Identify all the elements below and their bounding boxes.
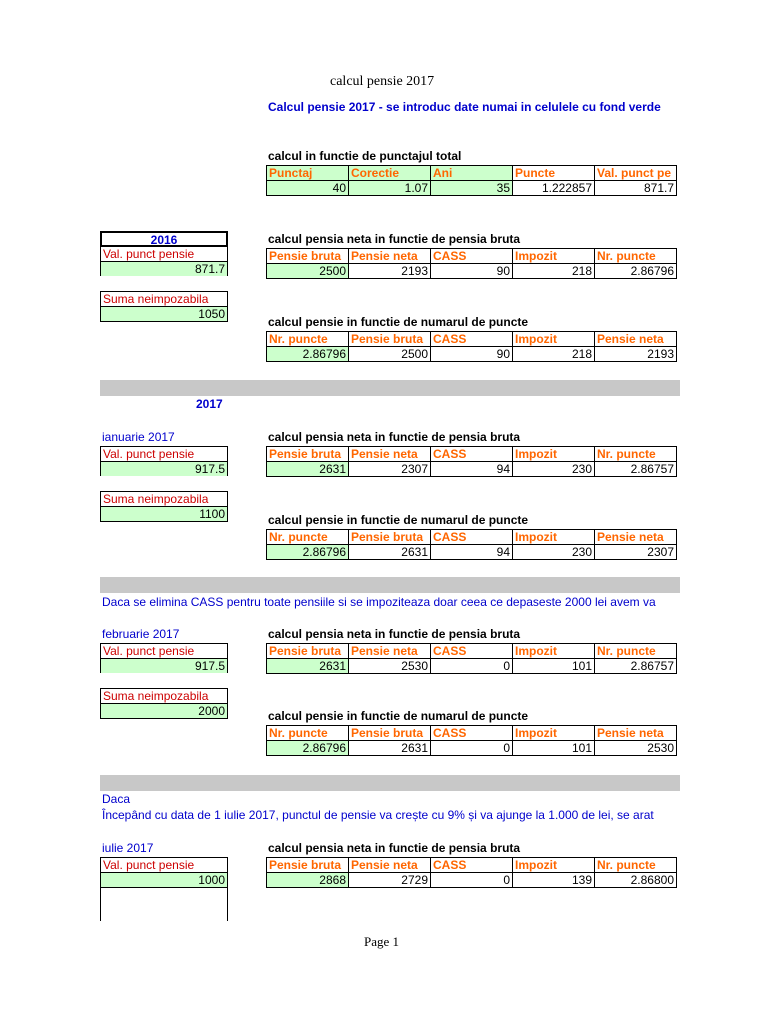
value-cell: 94 [430,461,513,477]
page-footer: Page 1 [364,934,400,949]
header-cell: Nr. puncte [266,331,349,347]
header-cell: Impozit [512,446,595,462]
value-cell: 0 [430,658,513,674]
header-cell: Punctaj [266,165,349,181]
box-februarie [100,643,228,718]
intro-bold: Calcul pensie 2017 [268,100,376,114]
header-cell: Pensie neta [348,248,431,264]
label-suma-neimpozabila: Suma neimpozabila [100,491,228,507]
label-val-punct: Val. punct pensie [100,857,228,873]
value-cell: 0 [430,740,513,756]
value-cell[interactable]: 40 [266,180,349,196]
value-cell: 2631 [348,740,431,756]
header-cell: Impozit [512,857,595,873]
header-cell: Nr. puncte [594,248,677,264]
header-cell: Puncte [512,165,595,181]
month-februarie: februarie 2017 [102,627,180,641]
puncte-title-februarie: calcul pensie in functie de numarul de puncte [268,709,529,723]
value-cell: 101 [512,658,595,674]
header-cell: Pensie neta [348,857,431,873]
header-cell: Pensie bruta [348,725,431,741]
note-daca: Daca [102,792,131,806]
header-cell: Pensie bruta [266,643,349,659]
suma-neimpozabila-input[interactable]: 1050 [100,306,228,322]
header-cell: Nr. puncte [594,446,677,462]
val-punct-input[interactable]: 871.7 [100,261,228,277]
header-cell: Ani [430,165,513,181]
value-cell: 139 [512,872,595,888]
header-cell: CASS [430,331,513,347]
year-2017-label: 2017 [196,397,223,411]
punctaj-title: calcul in functie de punctajul total [268,149,462,163]
brut-title-ianuarie: calcul pensia neta in functie de pensia bruta [268,430,521,444]
header-cell: Pensie neta [594,529,677,545]
puncte-table-ianuarie [266,529,676,559]
month-iulie: iulie 2017 [102,841,154,855]
value-cell[interactable]: 2500 [266,263,349,279]
puncte-table-februarie [266,725,676,755]
box-2016 [100,231,228,321]
value-cell: 1.222857 [512,180,595,196]
header-cell: Impozit [512,248,595,264]
header-cell: Impozit [512,331,595,347]
spacer [100,276,228,292]
value-cell[interactable]: 2.86796 [266,544,349,560]
header-cell: Nr. puncte [594,643,677,659]
intro-rest: - se introduc date numai in celulele cu fond verde [375,100,661,114]
value-cell: 2729 [348,872,431,888]
month-ianuarie: ianuarie 2017 [102,430,175,444]
brut-table-iulie [266,857,676,887]
value-cell: 2307 [348,461,431,477]
puncte-table-2016 [266,331,676,361]
value-cell[interactable]: 2.86796 [266,346,349,362]
intro-line [268,100,661,114]
spacer [100,673,228,689]
val-punct-input[interactable]: 1000 [100,872,228,888]
header-cell: Val. punct pe [594,165,677,181]
box-ianuarie [100,446,228,521]
label-val-punct: Val. punct pensie [100,446,228,462]
spacer [100,476,228,492]
header-cell: Corectie [348,165,431,181]
separator-bar [100,577,680,593]
value-cell: 2.86757 [594,461,677,477]
header-cell: Impozit [512,725,595,741]
header-cell: Pensie neta [594,725,677,741]
value-cell: 2.86796 [594,263,677,279]
header-cell: Pensie bruta [348,529,431,545]
value-cell: 2.86800 [594,872,677,888]
value-cell: 871.7 [594,180,677,196]
val-punct-input[interactable]: 917.5 [100,461,228,477]
value-cell: 230 [512,461,595,477]
header-cell: Pensie bruta [266,446,349,462]
value-cell: 2.86757 [594,658,677,674]
label-val-punct: Val. punct pensie [100,246,228,262]
header-cell: Pensie bruta [266,248,349,264]
separator-bar [100,380,680,396]
header-cell: Pensie bruta [266,857,349,873]
value-cell[interactable]: 2868 [266,872,349,888]
header-cell: CASS [430,643,513,659]
value-cell: 2193 [594,346,677,362]
puncte-title-ianuarie: calcul pensie in functie de numarul de puncte [268,513,529,527]
header-cell: CASS [430,725,513,741]
punctaj-table [266,165,676,195]
header-cell: CASS [430,529,513,545]
brut-title-februarie: calcul pensia neta in functie de pensia bruta [268,627,521,641]
note-iulie: Începând cu data de 1 iulie 2017, punctul de pensie va crește cu 9% și va ajunge la 1.000 de lei, se arat [102,808,654,822]
header-cell: Pensie neta [348,643,431,659]
value-cell: 2500 [348,346,431,362]
suma-neimpozabila-input[interactable]: 2000 [100,703,228,719]
header-cell: CASS [430,248,513,264]
year-2016-label: 2016 [100,231,228,247]
header-cell: Nr. puncte [266,529,349,545]
header-cell: CASS [430,446,513,462]
value-cell: 90 [430,263,513,279]
value-cell: 2530 [594,740,677,756]
suma-neimpozabila-input[interactable]: 1100 [100,506,228,522]
box-iulie [100,857,228,920]
value-cell: 94 [430,544,513,560]
brut-table-februarie [266,643,676,673]
brut-table-ianuarie [266,446,676,476]
note-cass: Daca se elimina CASS pentru toate pensiile si se impoziteaza doar ceea ce depaseste 2000 lei avem va [102,595,656,609]
value-cell: 2307 [594,544,677,560]
value-cell[interactable]: 2.86796 [266,740,349,756]
value-cell: 90 [430,346,513,362]
brut-title-2016: calcul pensia neta in functie de pensia bruta [268,232,521,246]
header-cell: Impozit [512,529,595,545]
value-cell[interactable]: 2631 [266,461,349,477]
header-cell: Pensie neta [594,331,677,347]
header-cell: Pensie bruta [348,331,431,347]
label-suma-neimpozabila: Suma neimpozabila [100,291,228,307]
spacer [100,887,228,921]
value-cell[interactable]: 35 [430,180,513,196]
value-cell: 2530 [348,658,431,674]
value-cell: 218 [512,263,595,279]
label-val-punct: Val. punct pensie [100,643,228,659]
brut-title-iulie: calcul pensia neta in functie de pensia bruta [268,841,521,855]
header-cell: Nr. puncte [266,725,349,741]
value-cell: 101 [512,740,595,756]
header-cell: Pensie neta [348,446,431,462]
value-cell: 218 [512,346,595,362]
brut-table-2016 [266,248,676,278]
value-cell: 0 [430,872,513,888]
header-cell: Impozit [512,643,595,659]
header-cell: CASS [430,857,513,873]
value-cell[interactable]: 1.07 [348,180,431,196]
value-cell: 2193 [348,263,431,279]
val-punct-input[interactable]: 917.5 [100,658,228,674]
value-cell[interactable]: 2631 [266,658,349,674]
header-cell: Nr. puncte [594,857,677,873]
label-suma-neimpozabila: Suma neimpozabila [100,688,228,704]
value-cell: 230 [512,544,595,560]
separator-bar [100,775,680,791]
puncte-title-2016: calcul pensie in functie de numarul de puncte [268,315,529,329]
page-title: calcul pensie 2017 [330,74,435,89]
value-cell: 2631 [348,544,431,560]
